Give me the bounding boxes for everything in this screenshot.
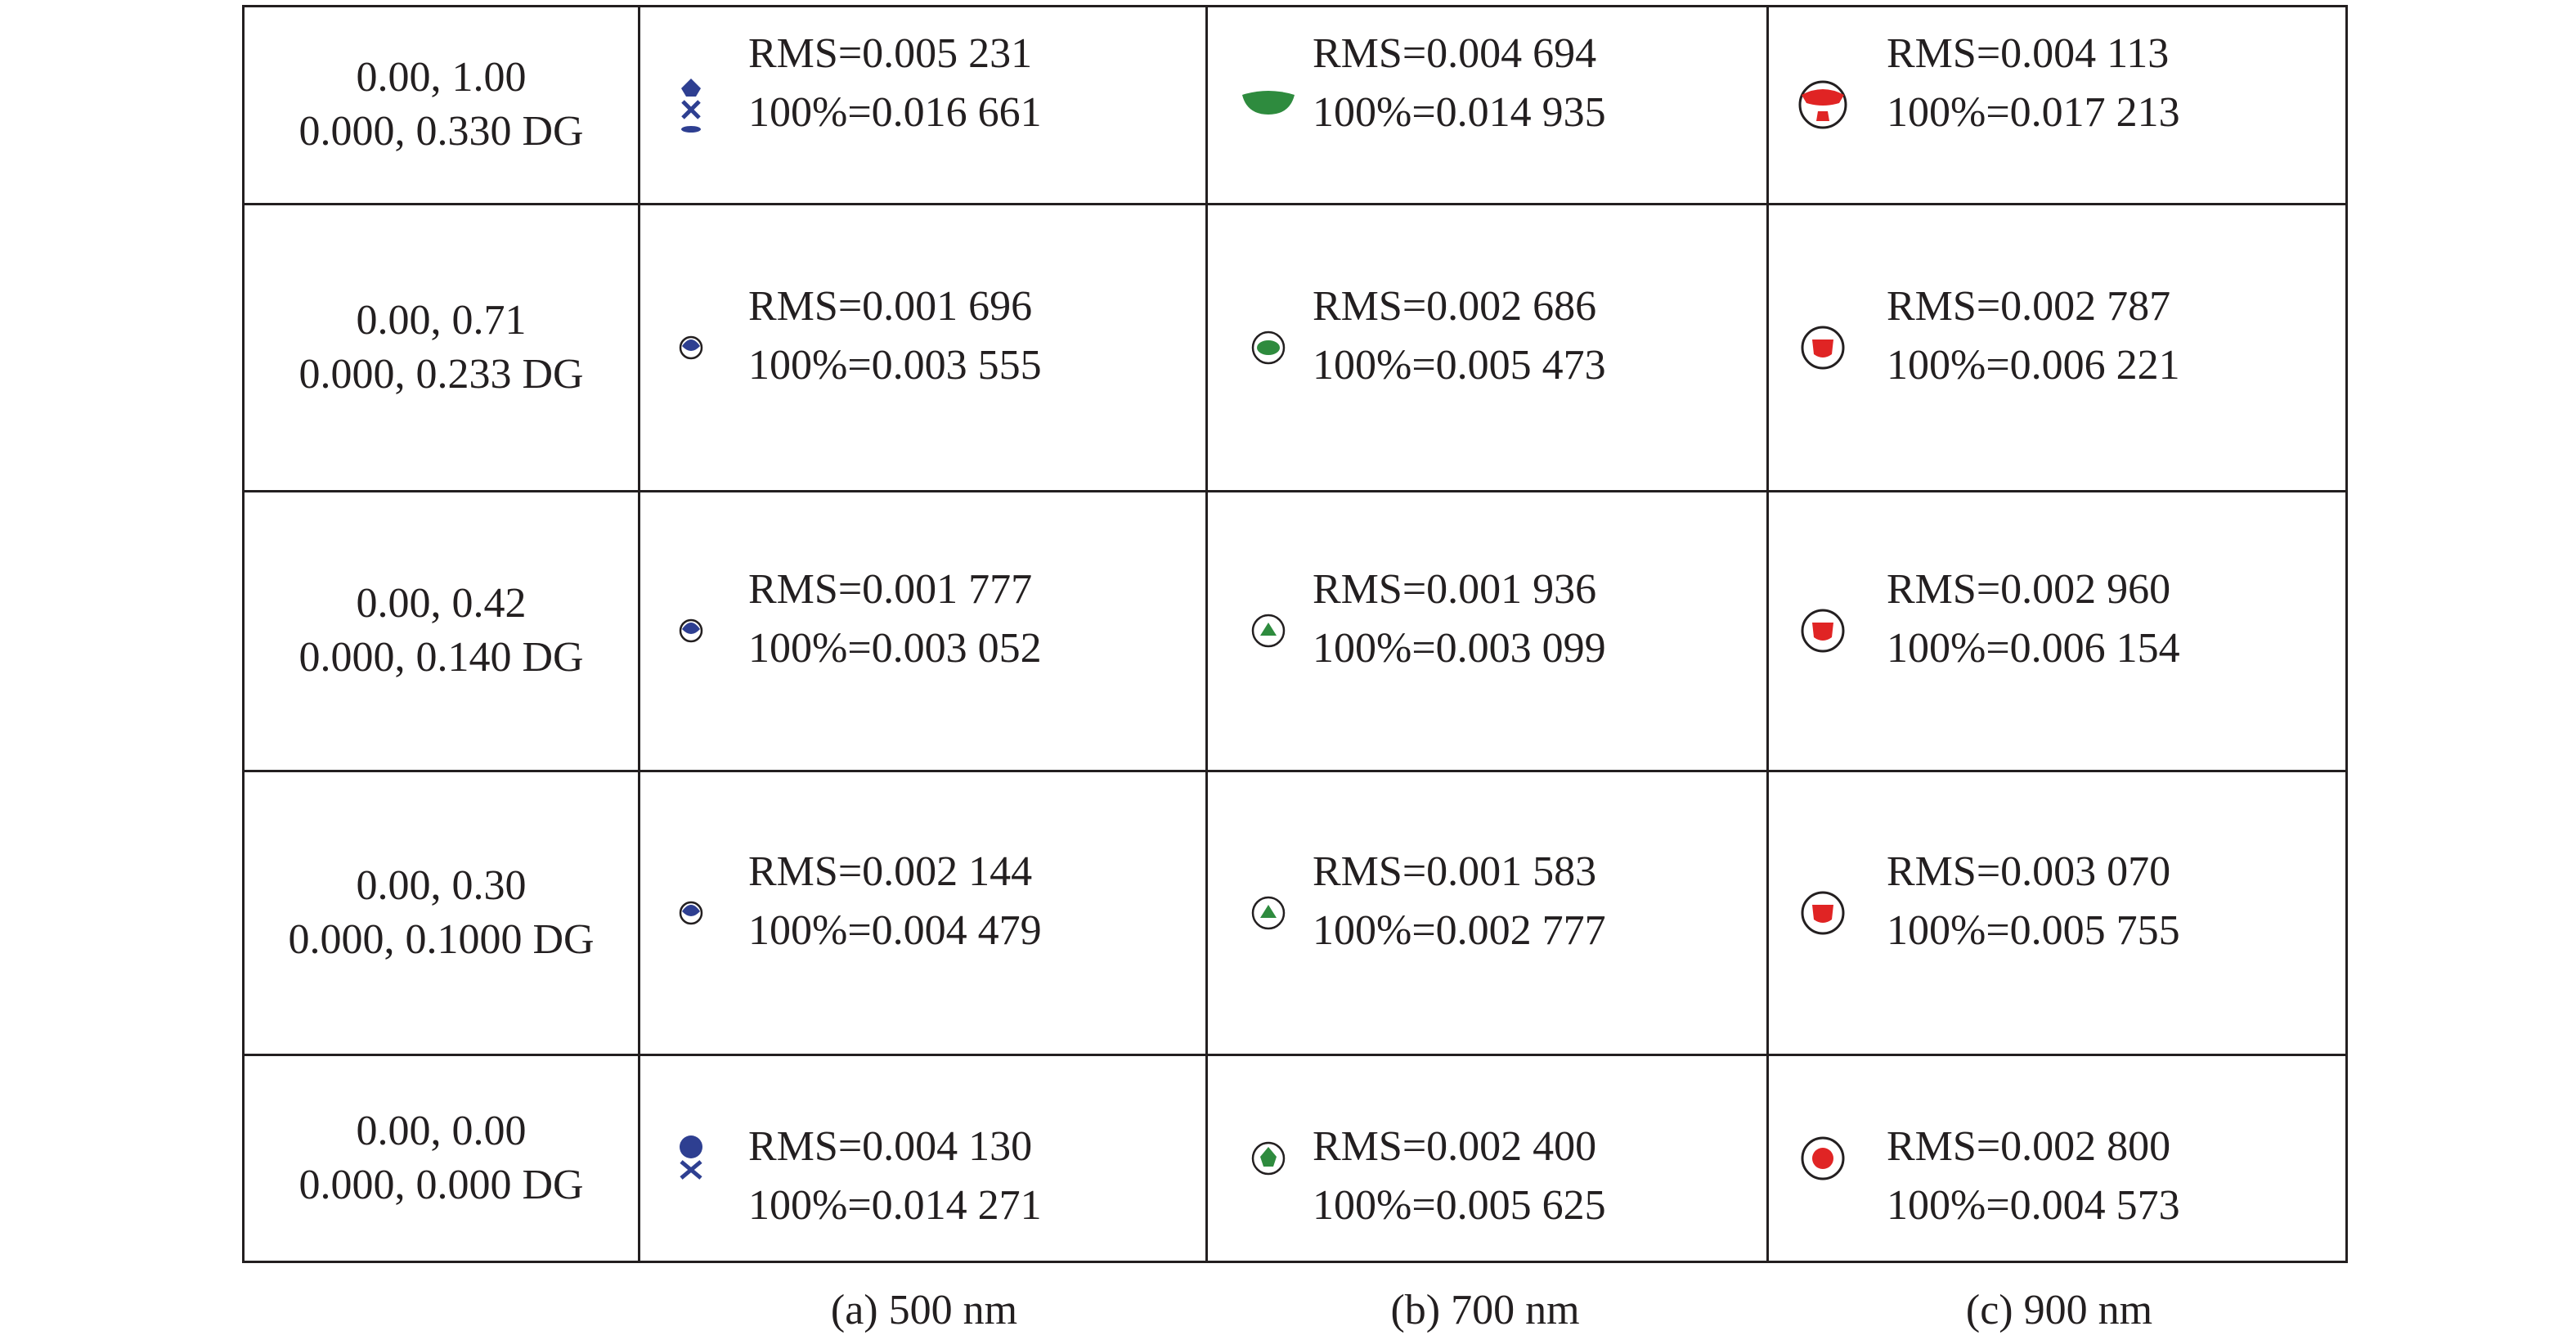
full-spot-value: 100%=0.002 777 xyxy=(1313,906,1606,954)
full-spot-value: 100%=0.014 935 xyxy=(1313,89,1606,137)
field-cell xyxy=(244,492,640,771)
spot-cell-900nm xyxy=(1768,771,2347,1054)
spot-diagram-700nm-icon xyxy=(1236,880,1301,946)
rms-value: RMS=0.002 800 xyxy=(1887,1123,2171,1171)
table-row xyxy=(244,204,2347,492)
spot-cell-500nm xyxy=(640,492,1207,771)
spot-cell-content xyxy=(640,8,1205,202)
table-row xyxy=(244,492,2347,771)
spot-cell-content xyxy=(1769,493,2345,768)
table-row xyxy=(244,7,2347,205)
spot-metrics xyxy=(748,560,1042,678)
full-spot-value: 100%=0.003 555 xyxy=(748,341,1042,389)
spot-cell-700nm xyxy=(1207,771,1768,1054)
rms-value: RMS=0.001 777 xyxy=(748,566,1033,614)
spot-diagram-700nm-icon xyxy=(1236,598,1301,663)
spot-cell-content xyxy=(640,773,1205,1053)
field-position-line: 0.00, 0.42 xyxy=(356,580,527,627)
spot-cell-500nm xyxy=(640,7,1207,205)
spot-cell-content xyxy=(1208,1057,1766,1260)
rms-value: RMS=0.003 070 xyxy=(1887,848,2171,895)
spot-metrics xyxy=(1313,277,1606,395)
caption-500nm: (a) 500 nm xyxy=(830,1287,1018,1333)
field-angle-line: 0.000, 0.140 DG xyxy=(298,634,584,681)
field-cell xyxy=(244,7,640,205)
spot-diagram-900nm-icon xyxy=(1790,1126,1856,1191)
spot-metrics xyxy=(748,1117,1042,1235)
spot-diagram-table xyxy=(242,5,2348,1263)
full-spot-value: 100%=0.016 661 xyxy=(748,89,1042,137)
field-cell xyxy=(244,1055,640,1262)
full-spot-value: 100%=0.014 271 xyxy=(748,1182,1042,1230)
spot-metrics xyxy=(748,25,1042,142)
full-spot-value: 100%=0.005 625 xyxy=(1313,1182,1606,1230)
rms-value: RMS=0.002 960 xyxy=(1887,566,2171,614)
spot-cell-700nm xyxy=(1207,7,1768,205)
rms-value: RMS=0.001 696 xyxy=(748,282,1033,330)
spot-metrics xyxy=(1887,843,2180,960)
full-spot-value: 100%=0.005 755 xyxy=(1887,906,2180,954)
field-position-line: 0.00, 0.00 xyxy=(356,1108,527,1155)
spot-cell-700nm xyxy=(1207,1055,1768,1262)
full-spot-value: 100%=0.004 479 xyxy=(748,906,1042,954)
full-spot-value: 100%=0.003 099 xyxy=(1313,625,1606,672)
field-position-line: 0.00, 1.00 xyxy=(356,54,527,101)
spot-diagram-500nm-icon xyxy=(658,1126,724,1191)
spot-diagram-700nm-icon xyxy=(1236,1126,1301,1191)
spot-cell-content xyxy=(1208,773,1766,1053)
rms-value: RMS=0.004 130 xyxy=(748,1123,1033,1171)
spot-diagram-900nm-icon xyxy=(1790,315,1856,380)
full-spot-value: 100%=0.004 573 xyxy=(1887,1182,2180,1230)
field-position-line: 0.00, 0.30 xyxy=(356,861,527,909)
spot-metrics xyxy=(1313,25,1606,142)
spot-metrics xyxy=(1313,560,1606,678)
field-angle-line: 0.000, 0.233 DG xyxy=(298,350,584,398)
spot-diagram-500nm-icon xyxy=(658,880,724,946)
rms-value: RMS=0.001 583 xyxy=(1313,848,1597,895)
field-position-line: 0.00, 0.71 xyxy=(356,296,527,344)
spot-metrics xyxy=(1313,1117,1606,1235)
spot-cell-content xyxy=(640,493,1205,768)
field-cell xyxy=(244,204,640,492)
spot-cell-content xyxy=(1769,206,2345,489)
spot-cell-700nm xyxy=(1207,204,1768,492)
spot-diagram-900nm-icon xyxy=(1790,72,1856,137)
field-cell xyxy=(244,771,640,1054)
rms-value: RMS=0.005 231 xyxy=(748,30,1033,78)
field-angle-line: 0.000, 0.000 DG xyxy=(298,1162,584,1209)
spot-metrics xyxy=(748,277,1042,395)
spot-metrics xyxy=(748,843,1042,960)
full-spot-value: 100%=0.003 052 xyxy=(748,625,1042,672)
full-spot-value: 100%=0.017 213 xyxy=(1887,89,2180,137)
spot-cell-content xyxy=(640,206,1205,489)
spot-cell-content xyxy=(640,1057,1205,1260)
rms-value: RMS=0.002 686 xyxy=(1313,282,1597,330)
spot-diagram-900nm-icon xyxy=(1790,880,1856,946)
caption-900nm: (c) 900 nm xyxy=(1965,1287,2153,1333)
rms-value: RMS=0.004 694 xyxy=(1313,30,1597,78)
spot-cell-900nm xyxy=(1768,492,2347,771)
spot-diagram-500nm-icon xyxy=(658,598,724,663)
rms-value: RMS=0.001 936 xyxy=(1313,566,1597,614)
spot-metrics xyxy=(1887,25,2180,142)
rms-value: RMS=0.002 400 xyxy=(1313,1123,1597,1171)
spot-cell-content xyxy=(1208,493,1766,768)
spot-metrics xyxy=(1887,560,2180,678)
spot-cell-content xyxy=(1769,8,2345,202)
spot-metrics xyxy=(1313,843,1606,960)
spot-cell-500nm xyxy=(640,204,1207,492)
spot-cell-500nm xyxy=(640,771,1207,1054)
spot-cell-500nm xyxy=(640,1055,1207,1262)
spot-cell-900nm xyxy=(1768,204,2347,492)
rms-value: RMS=0.004 113 xyxy=(1887,30,2170,78)
full-spot-value: 100%=0.006 154 xyxy=(1887,625,2180,672)
spot-diagram-700nm-icon xyxy=(1236,72,1301,137)
full-spot-value: 100%=0.005 473 xyxy=(1313,341,1606,389)
rms-value: RMS=0.002 144 xyxy=(748,848,1033,895)
rms-value: RMS=0.002 787 xyxy=(1887,282,2171,330)
spot-metrics xyxy=(1887,1117,2180,1235)
spot-metrics xyxy=(1887,277,2180,395)
table-row xyxy=(244,771,2347,1054)
spot-cell-900nm xyxy=(1768,1055,2347,1262)
spot-cell-content xyxy=(1769,1057,2345,1260)
spot-diagram-500nm-icon xyxy=(658,315,724,380)
spot-cell-content xyxy=(1208,8,1766,202)
caption-700nm: (b) 700 nm xyxy=(1390,1287,1580,1333)
spot-diagram-700nm-icon xyxy=(1236,315,1301,380)
full-spot-value: 100%=0.006 221 xyxy=(1887,341,2180,389)
spot-cell-content xyxy=(1769,773,2345,1053)
spot-cell-700nm xyxy=(1207,492,1768,771)
spot-diagram-500nm-icon xyxy=(658,72,724,137)
spot-cell-content xyxy=(1208,206,1766,489)
spot-diagram-900nm-icon xyxy=(1790,598,1856,663)
spot-cell-900nm xyxy=(1768,7,2347,205)
table-row xyxy=(244,1055,2347,1262)
field-angle-line: 0.000, 0.1000 DG xyxy=(288,915,595,963)
field-angle-line: 0.000, 0.330 DG xyxy=(298,108,584,155)
